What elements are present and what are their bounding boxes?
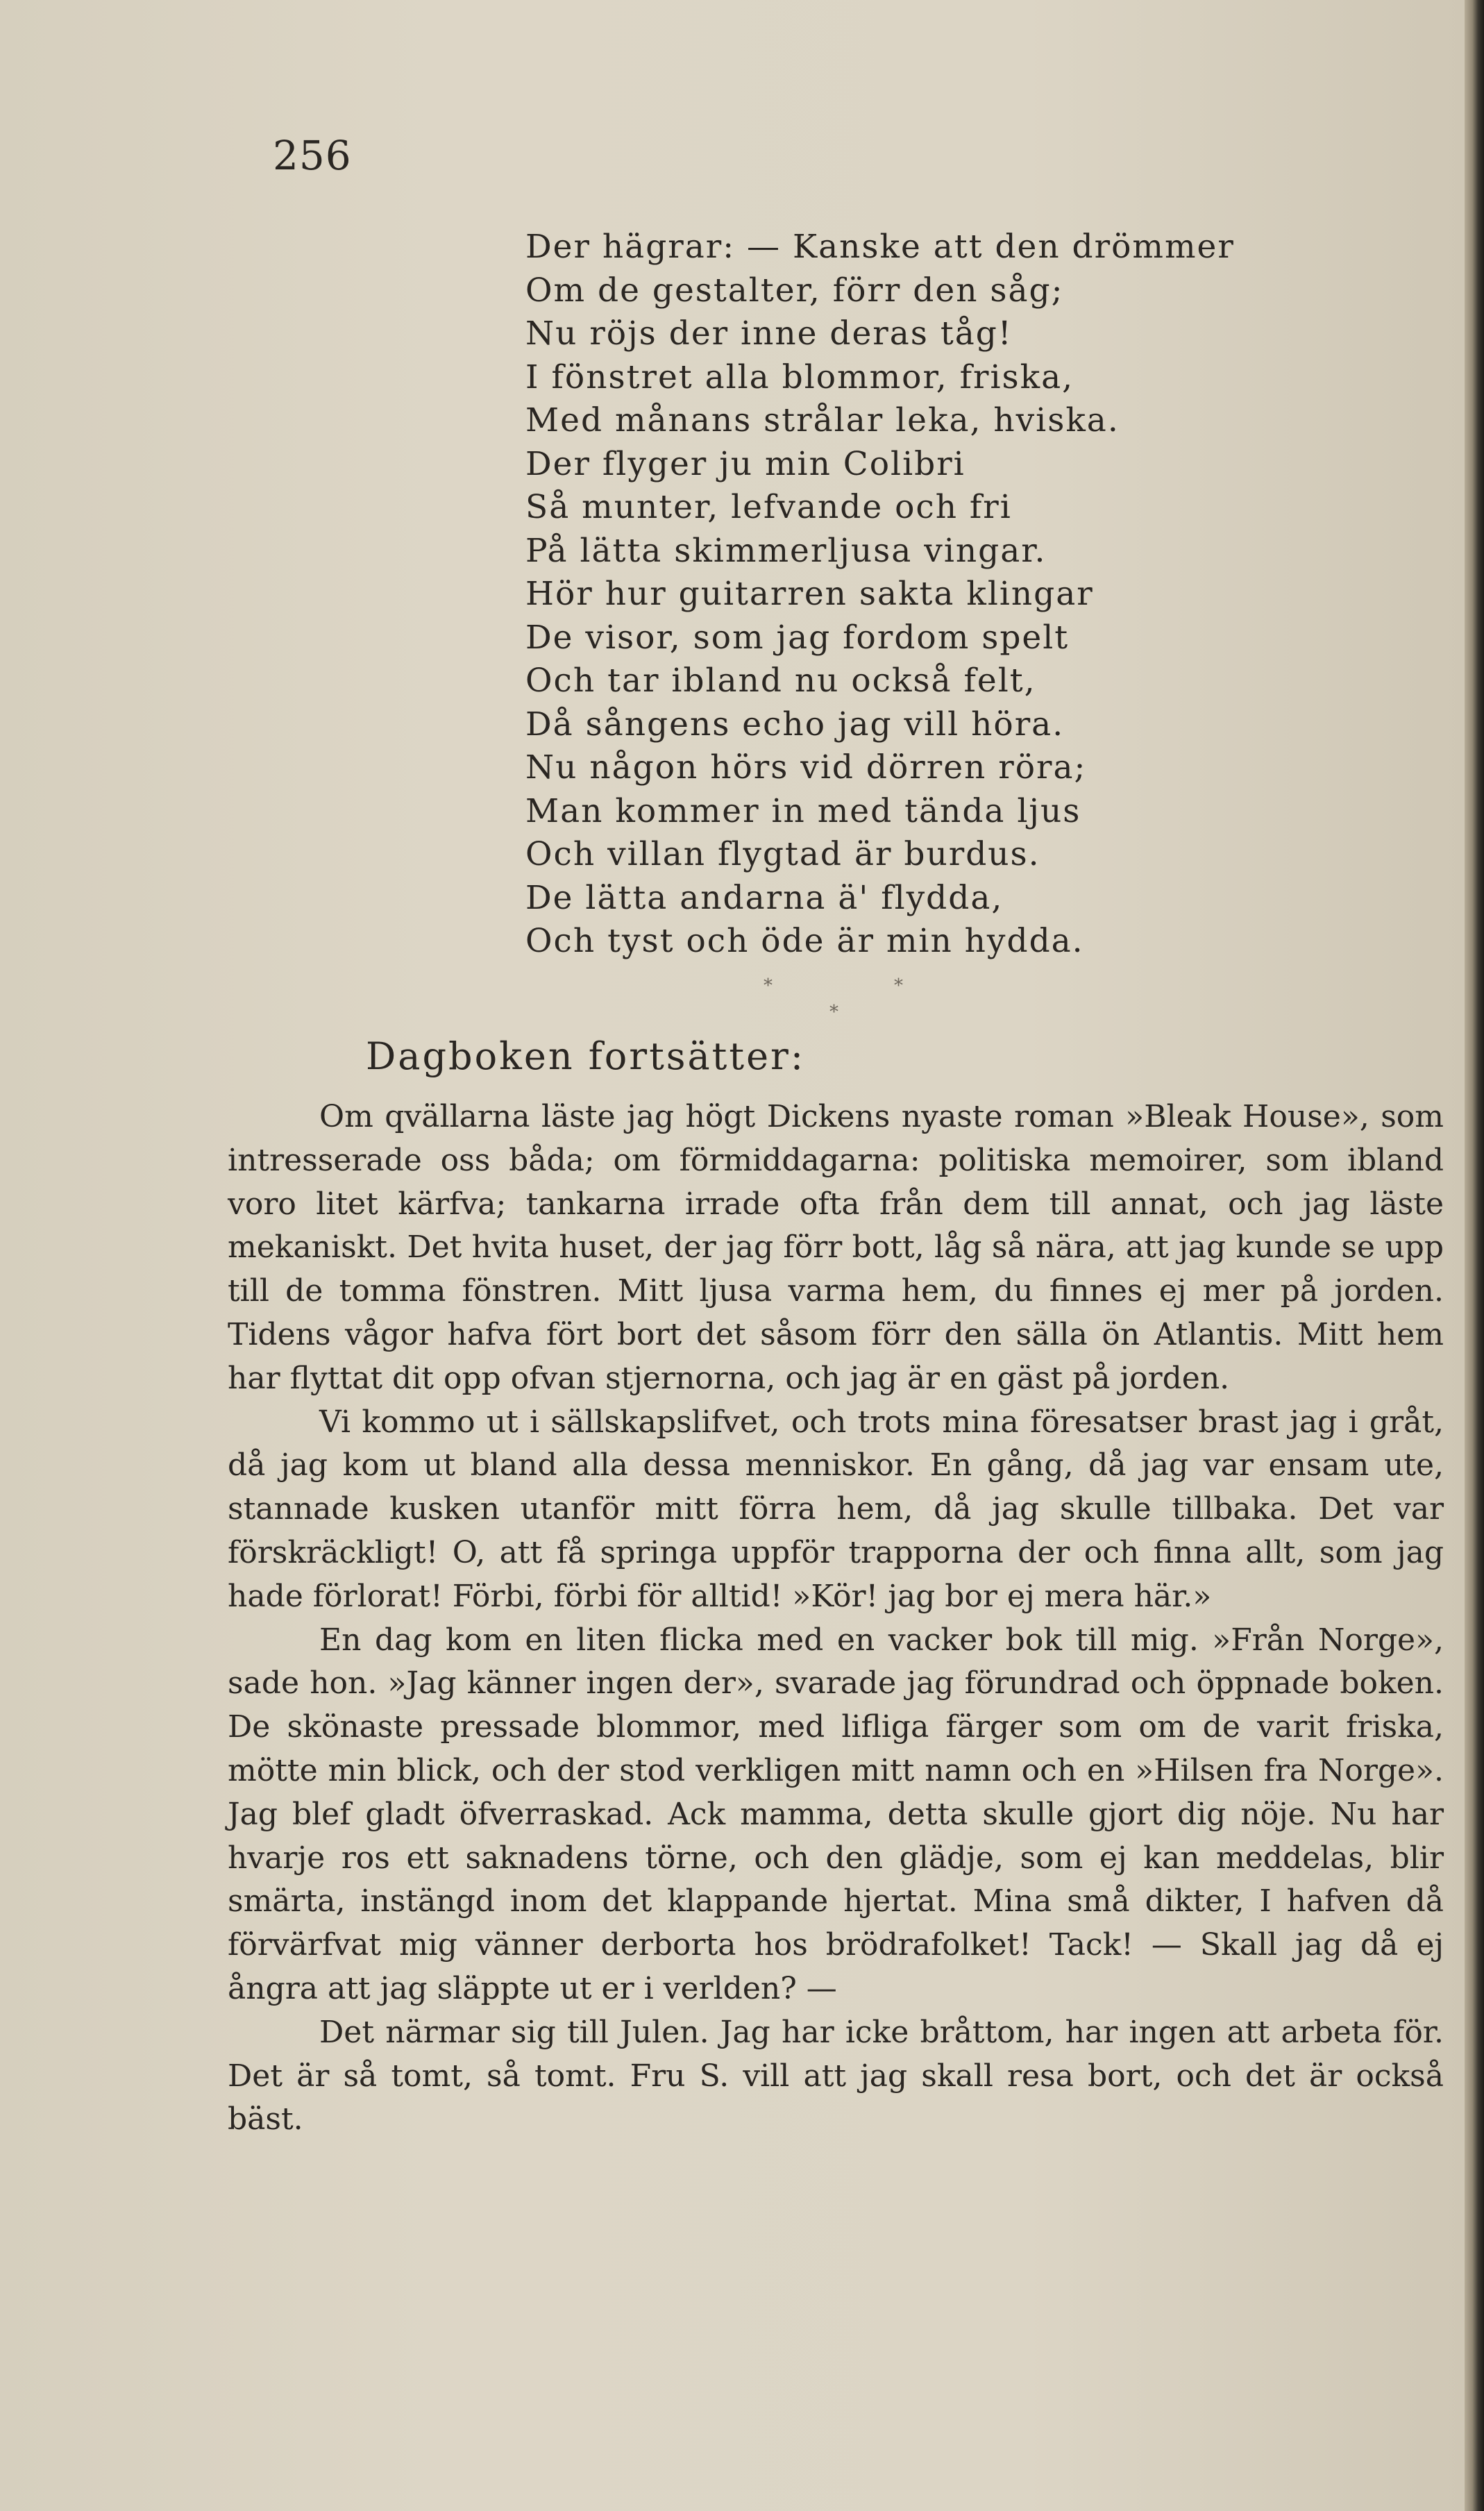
poem-line: Der hägrar: — Kanske att den drömmer (525, 228, 1235, 266)
poem-line: Om de gestalter, förr den såg; (525, 271, 1064, 310)
poem-line: Med månans strålar leka, hviska. (525, 401, 1120, 439)
poem-line: Så munter, lefvande och fri (525, 488, 1012, 526)
page-edge-shadow (1465, 0, 1484, 2511)
poem-line: De lätta andarna ä' flydda, (525, 878, 1004, 917)
page-number: 256 (273, 132, 352, 179)
poem-line: Nu röjs der inne deras tåg! (525, 314, 1013, 353)
poem-line: Och tyst och öde är min hydda. (525, 922, 1084, 960)
paragraph: Vi kommo ut i sällskapslifvet, och trots mina föresatser brast jag i gråt, då jag kom ut bland alla dessa menniskor. En gång, då jag var ensam ute, stannade kusken utanför mitt förra hem, då jag skulle tillbaka. Det var förskräckligt! O, att få springa uppför trapporna der och finna allt, som jag hade förlorat! Förbi, förbi för alltid! »Kör! jag bor ej mera här.» (228, 1404, 1444, 1614)
poem-line: De visor, som jag fordom spelt (525, 618, 1070, 657)
section-heading: Dagboken fortsätter: (366, 1034, 806, 1078)
poem-line: Der flyger ju min Colibri (525, 444, 966, 483)
paragraph: En dag kom en liten flicka med en vacker bok till mig. »Från Norge», sade hon. »Jag känner ingen der», svarade jag förundrad och öppnade boken. De skönaste pressade blommor, med lifliga färger som om de varit friska, mötte min blick, och der stod verkligen mitt namn och en »Hilsen fra Norge». Jag blef gladt öfverraskad. Ack mamma, detta skulle gjort dig nöje. Nu har hvarje ros ett saknadens törne, och den glädje, som ej kan meddelas, blir smärta, instängd inom det klappande hjertat. Mina små dikter, I hafven då förvärfvat mig vänner derborta hos brödrafolket! Tack! — Skall jag då ej ångra att jag släppte ut er i verlden? — (228, 1622, 1444, 2006)
paragraph: Om qvällarna läste jag högt Dickens nyaste roman »Bleak House», som intresserade oss båda; om förmiddagarna: politiska memoirer, som ibland voro litet kärfva; tankarna irrade ofta från dem till annat, och jag läste mekaniskt. Det hvita huset, der jag förr bott, låg så nära, att jag kunde se upp till de tomma fönstren. Mitt ljusa varma hem, du finnes ej mer på jorden. Tidens vågor hafva fört bort det såsom förr den sälla ön Atlantis. Mitt hem har flyttat dit opp ofvan stjernorna, och jag är en gäst på jorden. (228, 1099, 1444, 1396)
separator-asterisk: * (829, 1002, 838, 1023)
poem-line: Då sångens echo jag vill höra. (525, 705, 1065, 744)
poem-line: Hör hur guitarren sakta klingar (525, 575, 1094, 613)
separator-asterisk: * (764, 975, 773, 996)
body-text (228, 1095, 1444, 2142)
poem-line: Och tar ibland nu också felt, (525, 662, 1036, 700)
poem (525, 226, 1235, 964)
paragraph: Det närmar sig till Julen. Jag har icke bråttom, har ingen att arbeta för. Det är så tomt, så tomt. Fru S. vill att jag skall resa bort, och det är också bäst. (228, 2014, 1444, 2138)
poem-line: I fönstret alla blommor, friska, (525, 358, 1074, 396)
poem-line: Nu någon hörs vid dörren röra; (525, 748, 1087, 787)
poem-line: Man kommer in med tända ljus (525, 791, 1081, 830)
poem-line: På lätta skimmerljusa vingar. (525, 531, 1047, 570)
separator-asterisk: * (894, 975, 903, 996)
poem-line: Och villan flygtad är burdus. (525, 835, 1040, 873)
